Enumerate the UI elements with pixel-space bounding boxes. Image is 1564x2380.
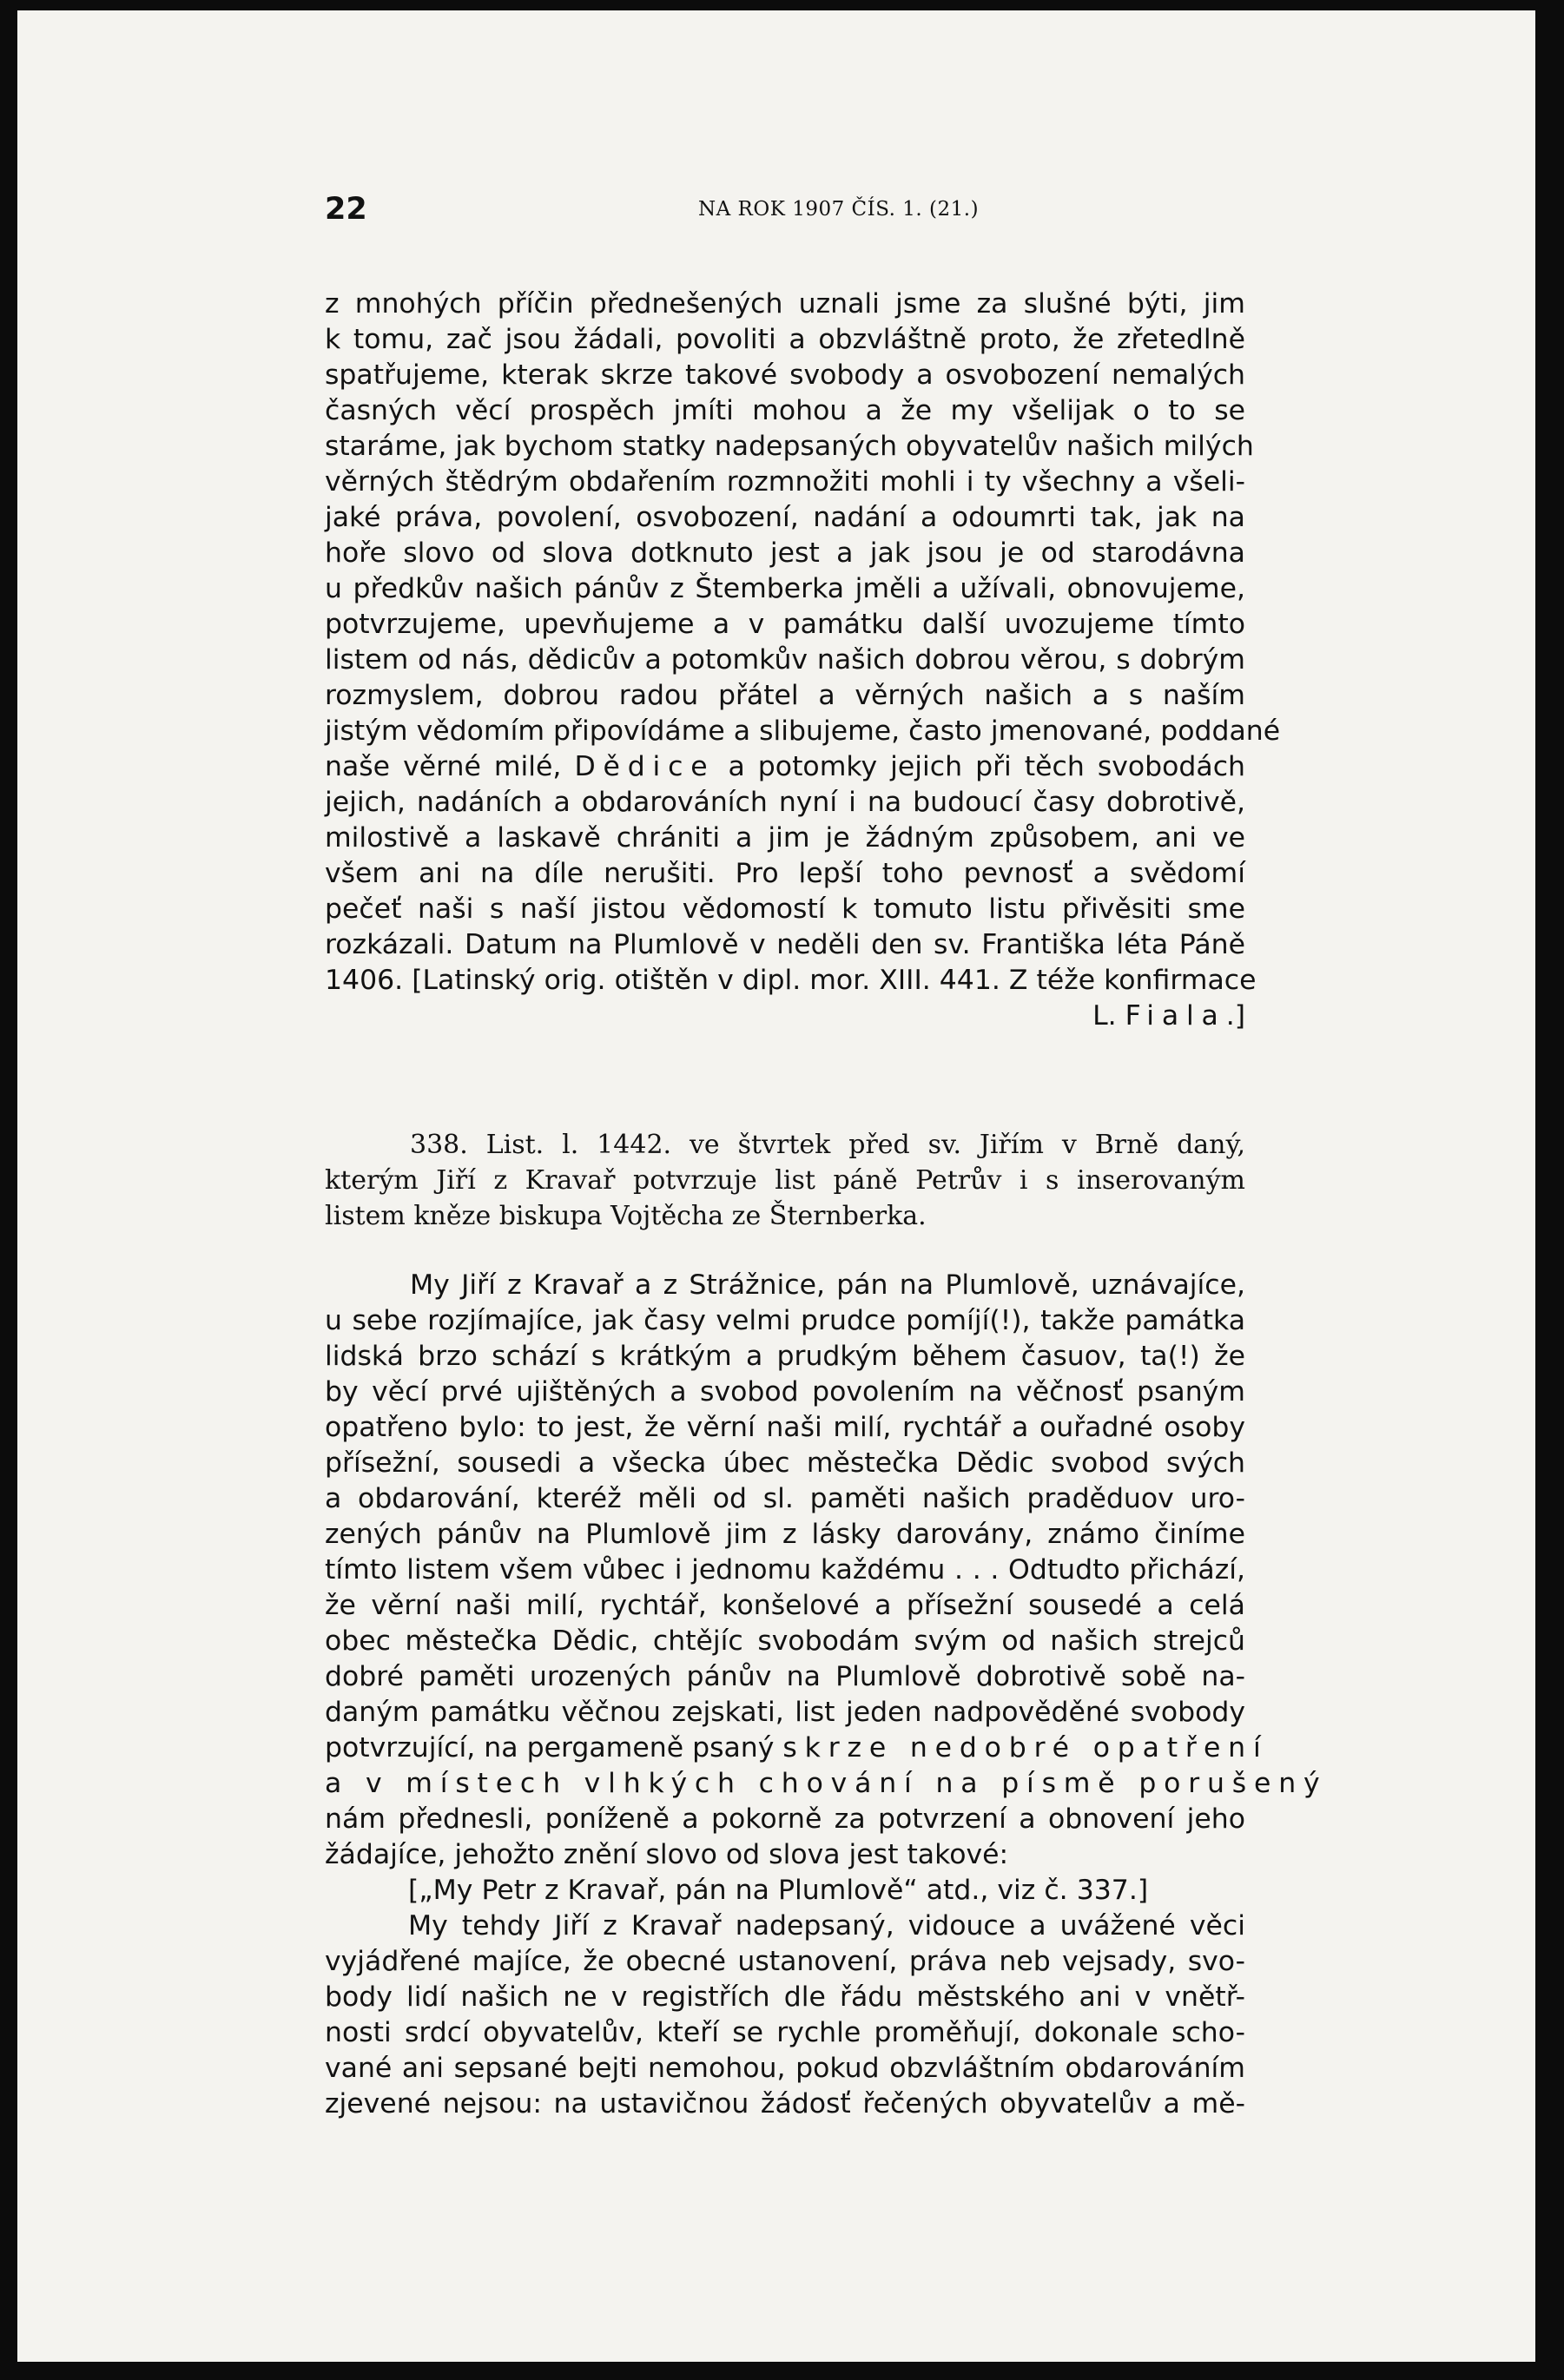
text-line-with-spaced-words bbox=[325, 1731, 1269, 1766]
spaced-emphasis: a v místech vlhkých chování na písmě porušený bbox=[325, 1768, 1328, 1799]
text-line: vyjádřené majíce, že obecné ustanovení, práva neb vejsady, svo- bbox=[325, 1946, 1245, 1977]
page-header bbox=[325, 188, 1245, 231]
text-line: u sebe rozjímajíce, jak časy velmi prudce pomíjí(!), takže památka bbox=[325, 1305, 1245, 1336]
scanned-page-sheet bbox=[17, 10, 1535, 2362]
text-line: jaké práva, povolení, osvobození, nadání a odoumrti tak, jak na bbox=[325, 502, 1245, 533]
text-line: věrných štědrým obdařením rozmnožiti mohli i ty všechny a všeli- bbox=[325, 466, 1245, 498]
text-fragment: naše věrné milé, bbox=[325, 751, 562, 782]
text-line: daným památku věčnou zejskati, list jeden nadpověděné svobody bbox=[325, 1697, 1245, 1728]
text-line: u předkův našich pánův z Štemberka jměli a užívali, obnovujeme, bbox=[325, 573, 1245, 604]
text-line: lidská brzo schází s krátkým a prudkým během časuov, ta(!) že bbox=[325, 1341, 1245, 1372]
text-line: přísežní, sousedi a všecka úbec městečka Dědic svobod svých bbox=[325, 1447, 1245, 1479]
text-line: jejich, nadáních a obdarováních nyní i na budoucí časy dobrotivě, bbox=[325, 787, 1245, 818]
text-line: 1406. [Latinský orig. otištěn v dipl. mor. XIII. 441. Z téže konfirmace bbox=[325, 965, 1257, 996]
spaced-emphasis: Dědice bbox=[574, 751, 716, 782]
text-line: by věcí prvé ujištěných a svobod povolením na věčnosť psaným bbox=[325, 1376, 1245, 1408]
text-line: My Jiří z Kravař a z Strážnice, pán na Plumlově, uznávajíce, bbox=[410, 1269, 1245, 1301]
text-line-with-spaced-word bbox=[325, 749, 1245, 785]
text-line: všem ani na díle nerušiti. Pro lepší toho pevnosť a svědomí bbox=[325, 858, 1245, 889]
quote-reference-line: [„My Petr z Kravař, pán na Plumlově“ atd., viz č. 337.] bbox=[408, 1875, 1149, 1906]
text-line: listem od nás, dědicův a potomkův našich dobrou věrou, s dobrým bbox=[325, 644, 1245, 676]
paragraph-charter-continuation bbox=[325, 287, 1281, 1034]
text-line: nosti srdcí obyvatelův, kteří se rychle proměňují, dokonale scho- bbox=[325, 2017, 1245, 2048]
entry-heading-line: listem kněze biskupa Vojtěcha ze Šternberka. bbox=[325, 1201, 927, 1231]
text-line-spaced bbox=[325, 1766, 1328, 1802]
text-line: body lidí našich ne v registřích dle řádu městského ani v vnětř- bbox=[325, 1981, 1245, 2013]
text-fragment: a potomky jejich při těch svobodách bbox=[728, 751, 1245, 782]
text-line: rozmyslem, dobrou radou přátel a věrných našich a s naším bbox=[325, 680, 1245, 711]
text-line: milostivě a laskavě chrániti a jim je žádným způsobem, ani ve bbox=[325, 822, 1245, 854]
text-line: že věrní naši milí, rychtář, konšelové a přísežní sousedé a celá bbox=[325, 1590, 1245, 1621]
text-line: k tomu, zač jsou žádali, povoliti a obzvláštně proto, že zřetedlně bbox=[325, 324, 1245, 355]
text-line: jistým vědomím připovídáme a slibujeme, často jmenované, poddané bbox=[325, 715, 1281, 747]
text-line: a obdarování, kteréž měli od sl. paměti našich praděduov uro- bbox=[325, 1483, 1245, 1514]
signature-name: Fiala bbox=[1125, 1000, 1226, 1032]
text-line: My tehdy Jiří z Kravař nadepsaný, vidouce a uvážené věci bbox=[408, 1910, 1245, 1942]
text-line: opatřeno bylo: to jest, že věrní naši milí, rychtář a ouřadné osoby bbox=[325, 1412, 1245, 1443]
editor-signature bbox=[325, 999, 1245, 1034]
text-line: zjevené nejsou: na ustavičnou žádosť řečených obyvatelův a mě- bbox=[325, 2088, 1245, 2120]
running-head: NA ROK 1907 ČÍS. 1. (21.) bbox=[698, 198, 980, 221]
text-line: hoře slovo od slova dotknuto jest a jak jsou je od starodávna bbox=[325, 537, 1245, 569]
spaced-emphasis: skrze nedobré opatření bbox=[782, 1732, 1269, 1764]
entry-338-heading bbox=[325, 1127, 1245, 1234]
text-fragment: potvrzující, na pergameně psaný bbox=[325, 1732, 775, 1764]
text-line: potvrzujeme, upevňujeme a v památku další uvozujeme tímto bbox=[325, 609, 1245, 640]
text-line: rozkázali. Datum na Plumlově v neděli den sv. Františka léta Páně bbox=[325, 929, 1245, 960]
text-line: staráme, jak bychom statky nadepsaných obyvatelův našich milých bbox=[325, 431, 1254, 462]
page-number: 22 bbox=[325, 192, 367, 227]
text-line: z mnohých příčin přednešených uznali jsme za slušné býti, jim bbox=[325, 288, 1245, 320]
text-line: obec městečka Dědic, chtějíc svobodám svým od našich strejců bbox=[325, 1625, 1245, 1657]
text-line: žádajíce, jehožto znění slovo od slova jest takové: bbox=[325, 1839, 1009, 1870]
text-line: dobré paměti urozených pánův na Plumlově dobrotivě sobě na- bbox=[325, 1661, 1245, 1692]
text-line: pečeť naši s naší jistou vědomostí k tomuto listu přivěsiti sme bbox=[325, 893, 1245, 925]
entry-heading-line: kterým Jiří z Kravař potvrzuje list páně Petrův i s inserovaným bbox=[325, 1165, 1245, 1196]
text-line: tímto listem všem vůbec i jednomu každému . . . Odtudto přichází, bbox=[325, 1554, 1245, 1586]
entry-heading-line: 338. List. l. 1442. ve štvrtek před sv. Jiřím v Brně daný, bbox=[410, 1130, 1245, 1160]
text-line: nám přednesli, poníženě a pokorně za potvrzení a obnovení jeho bbox=[325, 1803, 1245, 1835]
text-line: zených pánův na Plumlově jim z lásky darovány, známo činíme bbox=[325, 1519, 1245, 1550]
signature-initial: L. bbox=[1092, 1000, 1117, 1032]
text-line: vané ani sepsané bejti nemohou, pokud obzvláštním obdarováním bbox=[325, 2053, 1245, 2084]
text-line: časných věcí prospěch jmíti mohou a že my všelijak o to se bbox=[325, 395, 1245, 426]
signature-bracket: .] bbox=[1225, 1000, 1245, 1032]
paragraph-jiri-z-kravar bbox=[325, 1268, 1328, 2122]
text-line: spatřujeme, kterak skrze takové svobody a osvobození nemalých bbox=[325, 359, 1245, 391]
